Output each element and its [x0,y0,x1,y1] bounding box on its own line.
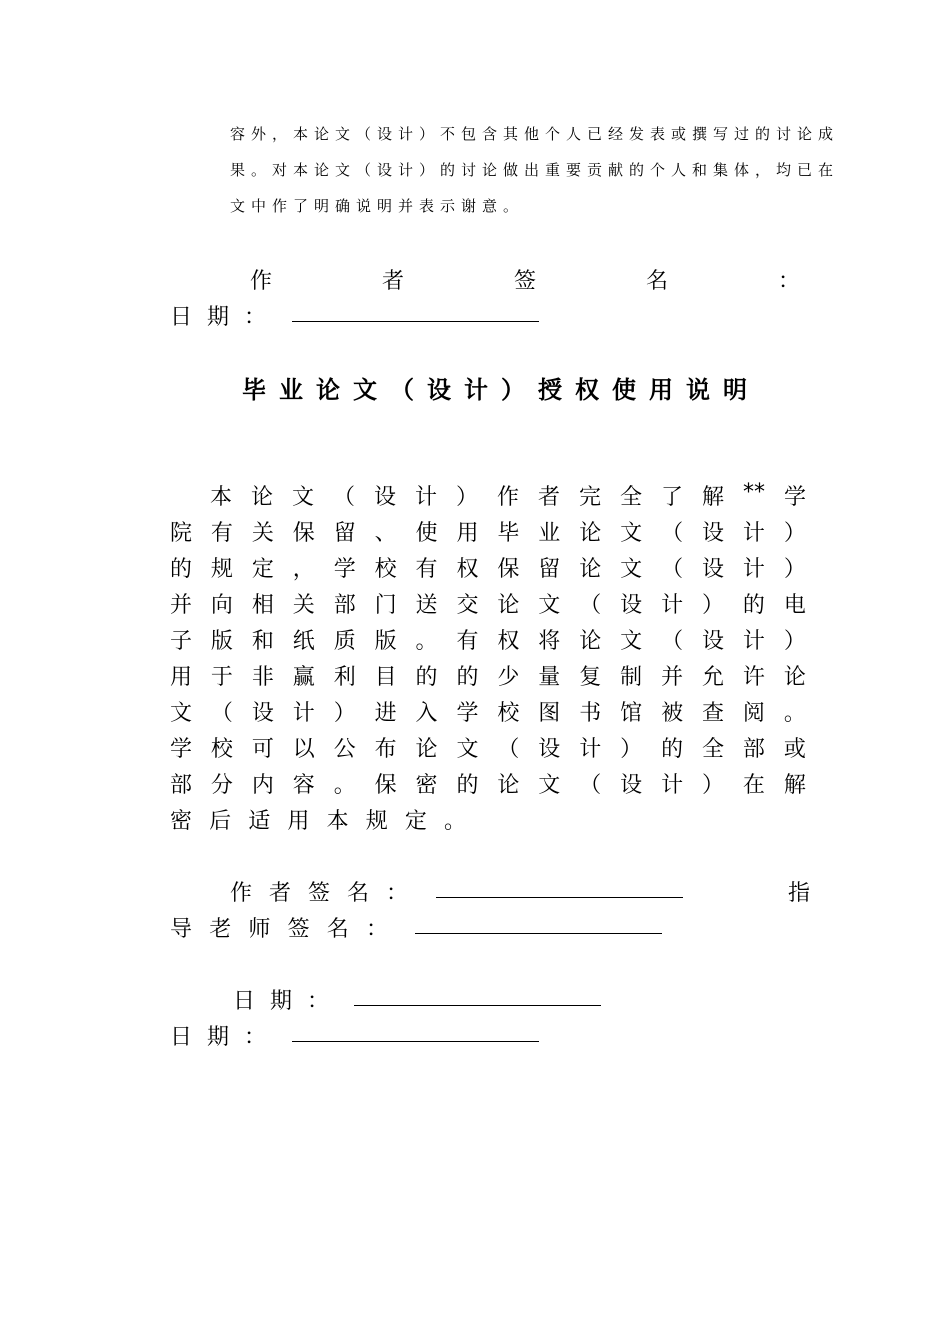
author-signature-char: 作 [250,269,273,294]
advisor-signature-label: 导 老 师 签 名 ： [170,917,388,942]
advisor-prefix: 指 [788,881,811,906]
date-label-3: 日 期 ： [170,1025,266,1050]
body-line: 子 版 和 纸 质 版 。 有 权 将 论 文 （ 设 计 ） [170,629,806,654]
body-line: 学 校 可 以 公 布 论 文 （ 设 计 ） 的 全 部 或 [170,737,806,762]
author-signature-char: 签 [513,269,536,294]
declaration-line-2: 果。对本论文（设计）的讨论做出重要贡献的个人和集体，均已在 [230,161,840,179]
authorization-title: 毕业论文（设计）授权使用说明 [242,376,760,404]
date-char: 期 [206,305,229,330]
body-line: 的 规 定 ， 学 校 有 权 保 留 论 文 （ 设 计 ） [170,557,806,582]
declaration-line-1: 容外，本论文（设计）不包含其他个人已经发表或撰写过的讨论成 [230,125,840,143]
body-line: 本 论 文 （ 设 计 ） 作 者 完 全 了 解 ** 学 [210,480,806,510]
body-line: 并 向 相 关 部 门 送 交 论 文 （ 设 计 ） 的 电 [170,593,806,618]
date-blank-2[interactable] [354,1005,601,1006]
author-signature-char: 名 [645,269,668,294]
author-signature-char: ： [777,269,800,294]
body-line: 用 于 非 赢 利 目 的 的 少 量 复 制 并 允 许 论 [170,665,806,690]
date-blank-3[interactable] [292,1041,539,1042]
date-label [170,300,266,331]
author-signature-blank[interactable] [436,897,683,898]
body-line: 部 分 内 容 。 保 密 的 论 文 （ 设 计 ） 在 解 [170,773,806,798]
date-char: 日 [170,305,193,330]
declaration-line-3: 文中作了明确说明并表示谢意。 [230,197,525,215]
author-signature-label [250,264,800,295]
author-signature-char: 者 [381,269,404,294]
date-blank-line[interactable] [292,321,539,322]
author-signature-label-2: 作 者 签 名 ： [230,881,408,906]
date-label-2: 日 期 ： [233,989,329,1014]
advisor-signature-blank[interactable] [415,933,662,934]
body-line: 密 后 适 用 本 规 定 。 [170,809,466,834]
date-char: ： [243,305,266,330]
body-line: 院 有 关 保 留 、 使 用 毕 业 论 文 （ 设 计 ） [170,521,806,546]
body-line: 文 （ 设 计 ） 进 入 学 校 图 书 馆 被 查 阅 。 [170,701,806,726]
